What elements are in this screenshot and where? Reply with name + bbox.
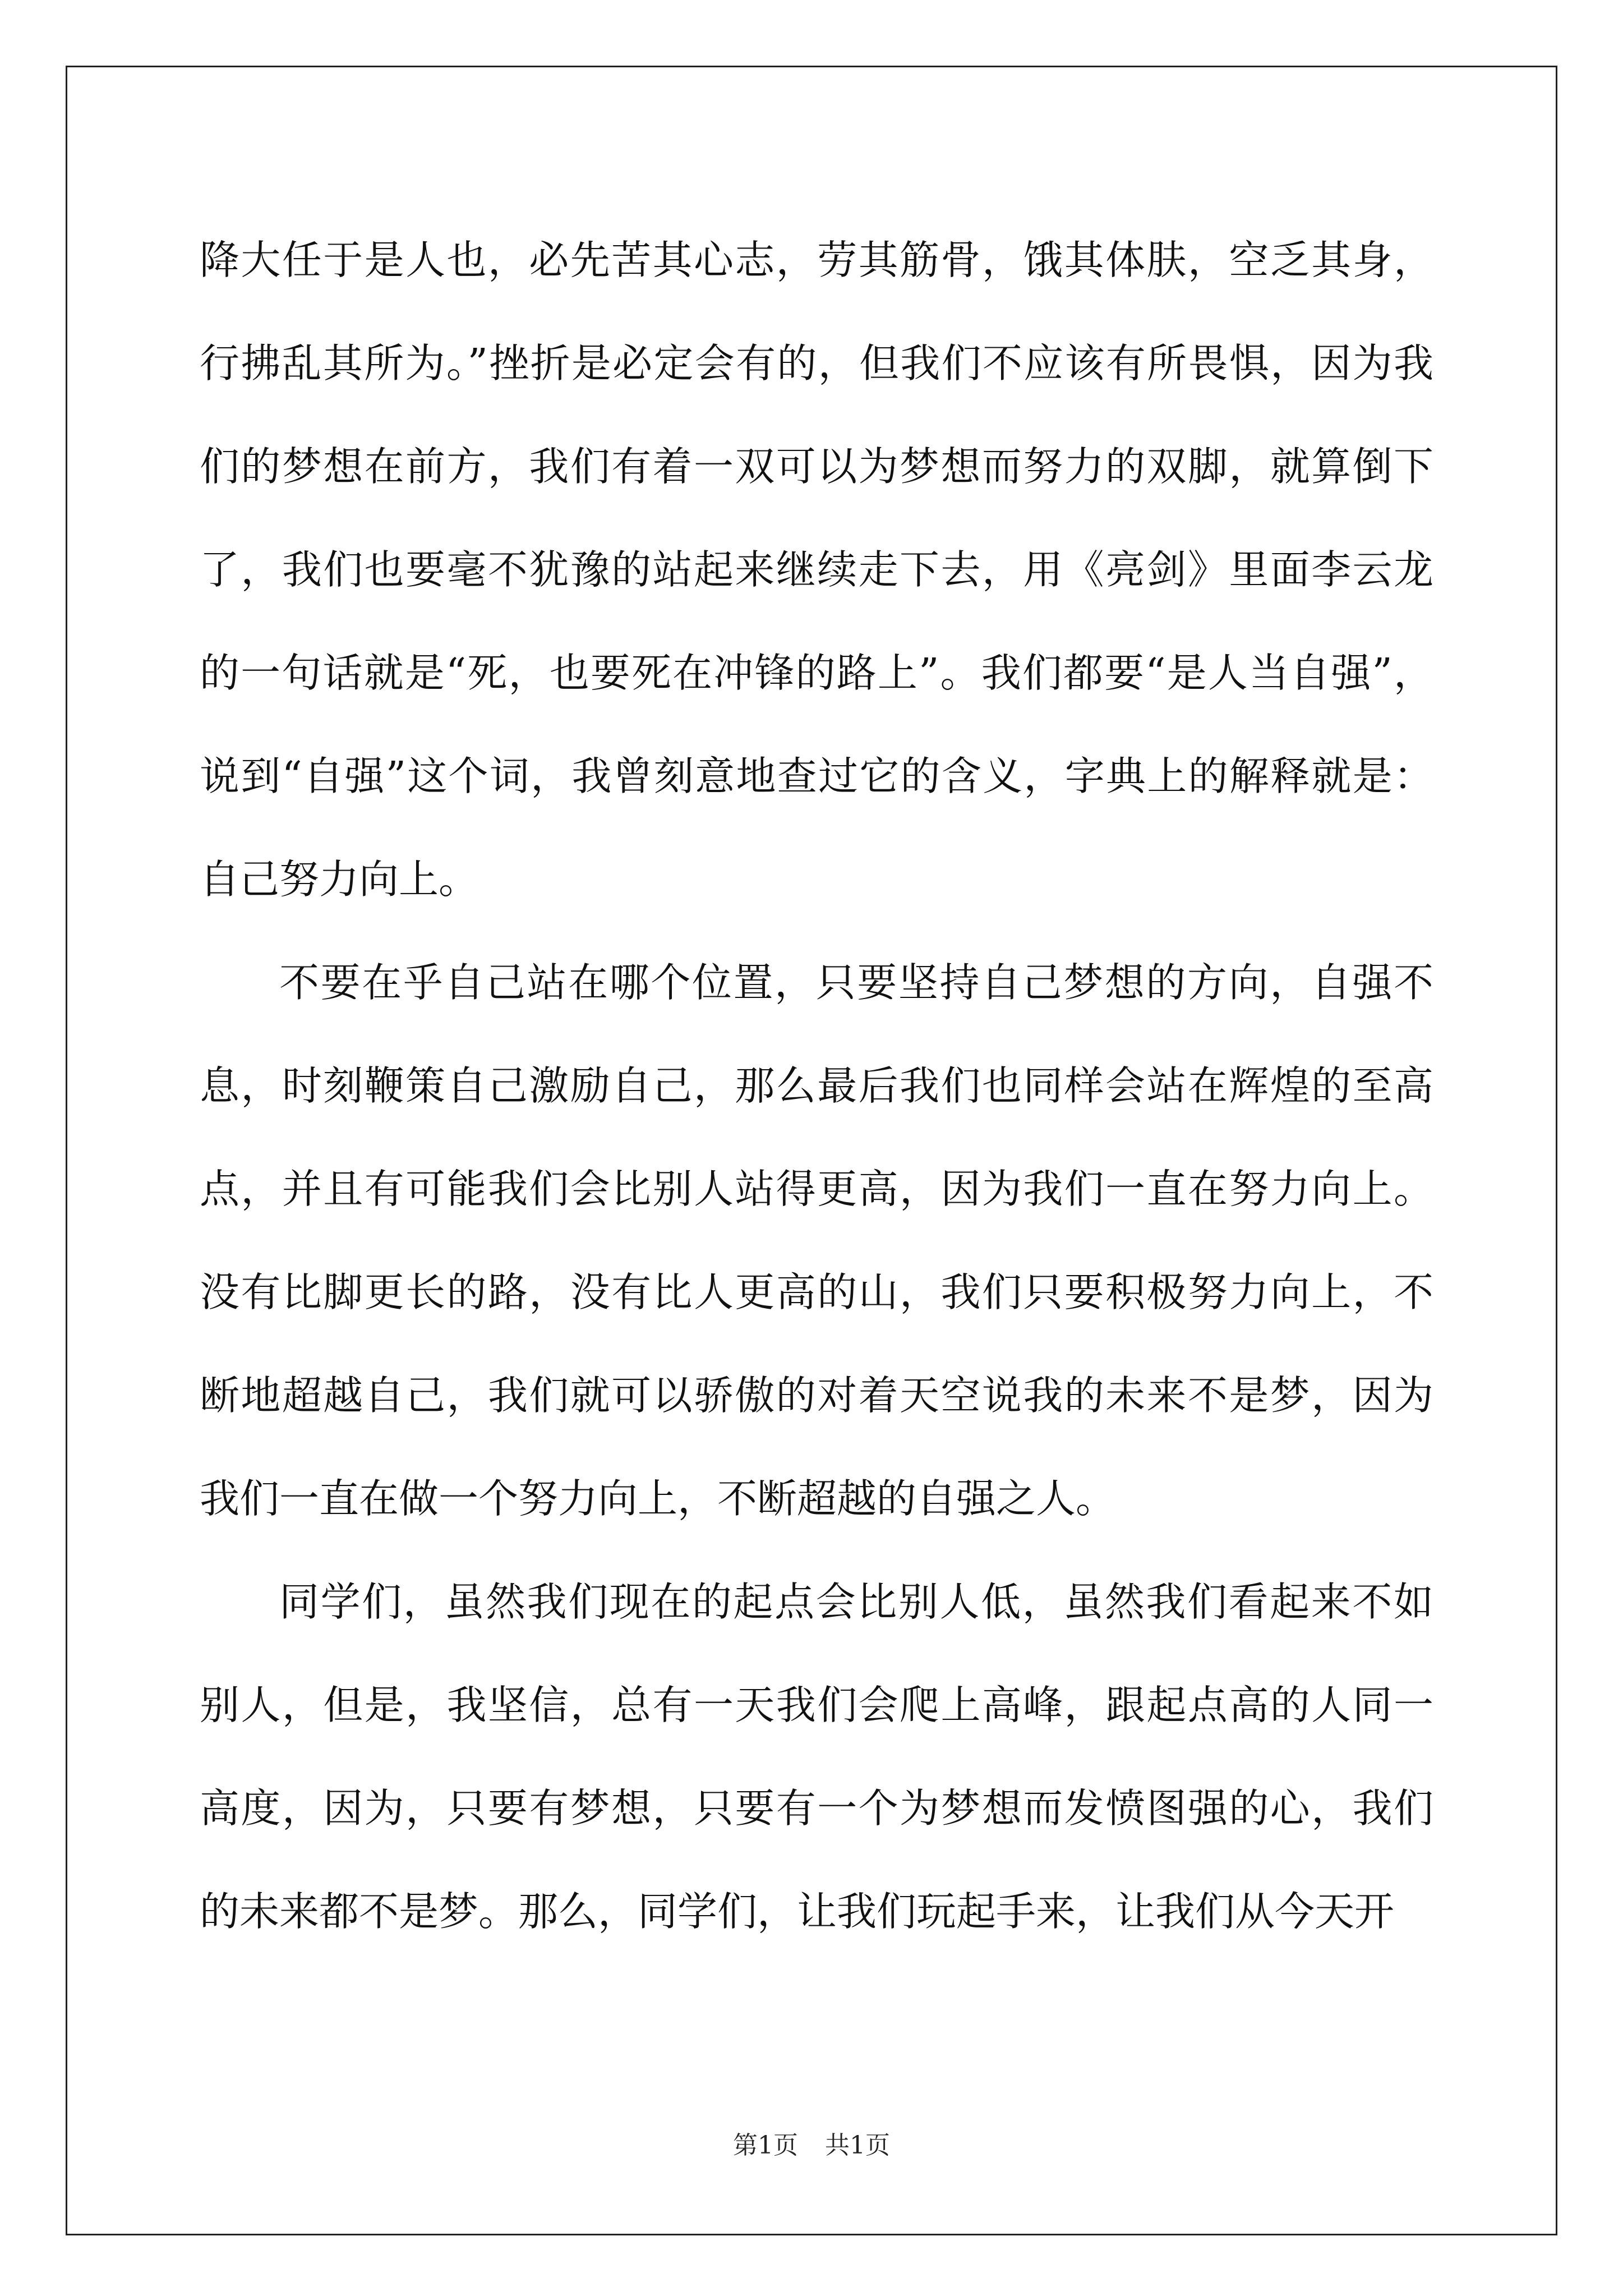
- paragraph-3: 同学们，虽然我们现在的起点会比别人低，虽然我们看起来不如别人，但是，我坚信，总有一天我们会爬上高峰，跟起点高的人同一高度，因为，只要有梦想，只要有一个为梦想而发愤图强的心，我们的未来都不是梦。那么，同学们，让我们玩起手来，让我们从今天开: [200, 1579, 1433, 1935]
- paragraph-1: 降大任于是人也，必先苦其心志，劳其筋骨，饿其体肤，空乏其身，行拂乱其所为。”挫折是必定会有的，但我们不应该有所畏惧，因为我们的梦想在前方，我们有着一双可以为梦想而努力的双脚，就算倒下了，我们也要毫不犹豫的站起来继续走下去，用《亮剑》里面李云龙的一句话就是“死，也要死在冲锋的路上”。我们都要“是人当自强”，说到“自强”这个词，我曾刻意地查过它的含义，字典上的解释就是：自己努力向上。: [200, 237, 1433, 903]
- document-body: [200, 209, 1433, 1963]
- page-total: 共1页: [825, 2131, 890, 2160]
- page-footer: [0, 2125, 1623, 2161]
- page-number: 第1页: [733, 2131, 798, 2160]
- paragraph-2: 不要在乎自己站在哪个位置，只要坚持自己梦想的方向，自强不息，时刻鞭策自己激励自己，那么最后我们也同样会站在辉煌的至高点，并且有可能我们会比别人站得更高，因为我们一直在努力向上。没有比脚更长的路，没有比人更高的山，我们只要积极努力向上，不断地超越自己，我们就可以骄傲的对着天空说我的未来不是梦，因为我们一直在做一个努力向上，不断超越的自强之人。: [200, 959, 1433, 1522]
